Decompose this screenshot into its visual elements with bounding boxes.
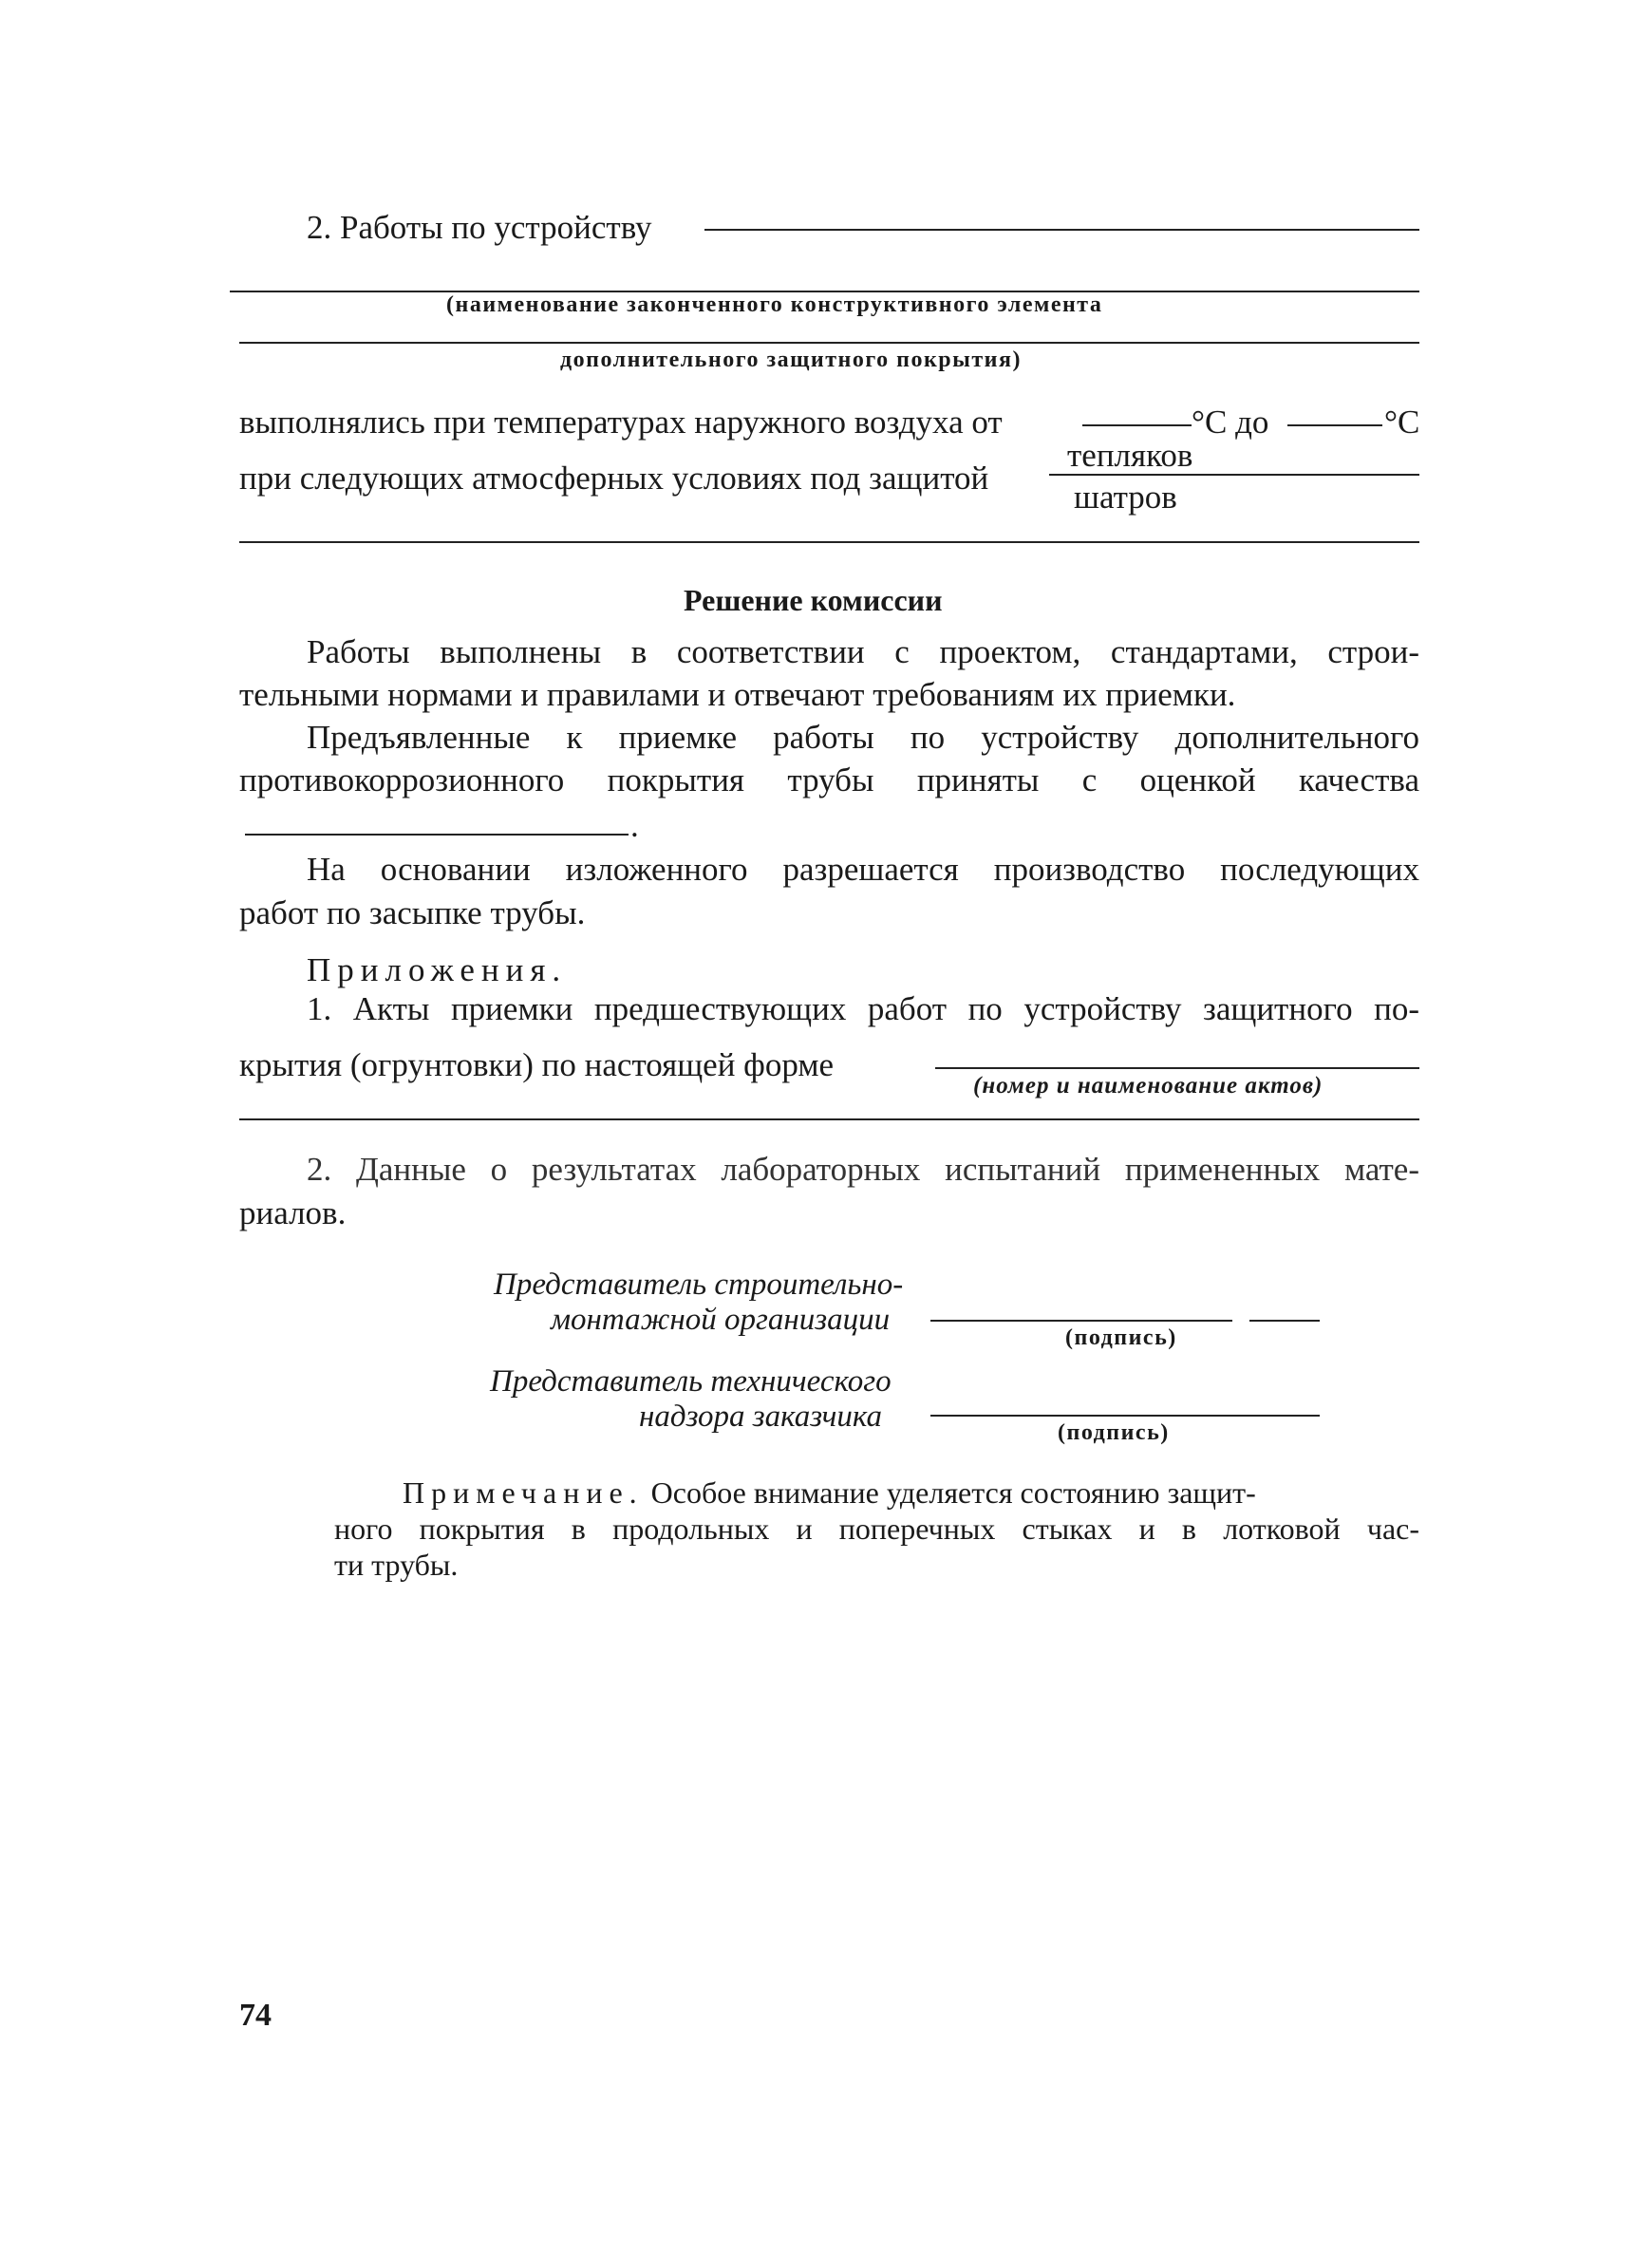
fill-line — [239, 342, 1419, 344]
note-line3: ти трубы. — [334, 1548, 459, 1582]
note-label: Примечание. — [403, 1475, 644, 1510]
rep1-title-line2: монтажной организации — [551, 1303, 891, 1337]
degree-label: °С до — [1192, 404, 1269, 441]
decision-heading: Решение комиссии — [684, 583, 943, 617]
temp-to-line — [1287, 424, 1382, 426]
note-line2: ного покрытия в продольных и поперечных стыках и в лотковой час- — [334, 1512, 1419, 1546]
section2-lead: 2. Работы по устройству — [307, 209, 652, 246]
rep1-title-line1: Представитель строительно- — [494, 1268, 904, 1302]
acts-line — [935, 1067, 1419, 1069]
decision-p2-line2: противокоррозионного покрытия трубы приняты с оценкой качества — [239, 761, 1419, 798]
temperature-text: выполнялись при температурах наружного воздуха от — [239, 404, 1003, 441]
appendix-item1-line2: крытия (огрунтовки) по настоящей форме — [239, 1046, 835, 1083]
quality-grade-period: . — [630, 807, 639, 844]
rep2-title-line1: Представитель технического — [490, 1364, 892, 1399]
appendix-item2-line2: риалов. — [239, 1194, 347, 1231]
caption-element-name: (наименование законченного конструктивного элемента — [446, 292, 1103, 317]
conditions-text: при следующих атмосферных условиях под защитой — [239, 460, 989, 497]
signature-caption: (подпись) — [1058, 1420, 1170, 1445]
decision-p3-line1: На основании изложенного разрешается производство последующих — [307, 851, 1419, 888]
note-line1 — [403, 1474, 1256, 1512]
signature-line — [930, 1415, 1320, 1417]
shelter-option-bottom: шатров — [1074, 479, 1177, 516]
signature-caption: (подпись) — [1065, 1325, 1177, 1350]
signature-line — [930, 1320, 1232, 1322]
fill-line — [239, 541, 1419, 543]
appendix-item2-line1: 2. Данные о результатах лабораторных испытаний примененных мате- — [307, 1151, 1419, 1188]
quality-grade-line — [245, 834, 629, 836]
temp-from-line — [1082, 424, 1192, 426]
fill-line — [704, 229, 1419, 231]
fill-line — [239, 1118, 1419, 1120]
appendix-heading: Приложения. — [307, 951, 568, 988]
decision-p1-line1: Работы выполнены в соответствии с проектом, стандартами, строи- — [307, 633, 1419, 670]
degree-label: °С — [1384, 404, 1420, 441]
acts-caption: (номер и наименование актов) — [973, 1073, 1323, 1099]
decision-p3-line2: работ по засыпке трубы. — [239, 894, 586, 931]
decision-p2-line1: Предъявленные к приемке работы по устройству дополнительного — [307, 719, 1419, 756]
caption-coating: дополнительного защитного покрытия) — [560, 347, 1022, 372]
appendix-item1-line1: 1. Акты приемки предшествующих работ по устройству защитного по- — [307, 990, 1419, 1027]
rep2-title-line2: надзора заказчика — [639, 1399, 883, 1434]
shelter-option-top: тепляков — [1067, 437, 1193, 474]
note-text: Особое внимание уделяется состоянию защит- — [650, 1475, 1256, 1510]
page-number: 74 — [239, 1998, 272, 2033]
signature-line — [1249, 1320, 1320, 1322]
fill-line — [1049, 474, 1419, 476]
decision-p1-line2: тельными нормами и правилами и отвечают требованиям их приемки. — [239, 676, 1236, 713]
